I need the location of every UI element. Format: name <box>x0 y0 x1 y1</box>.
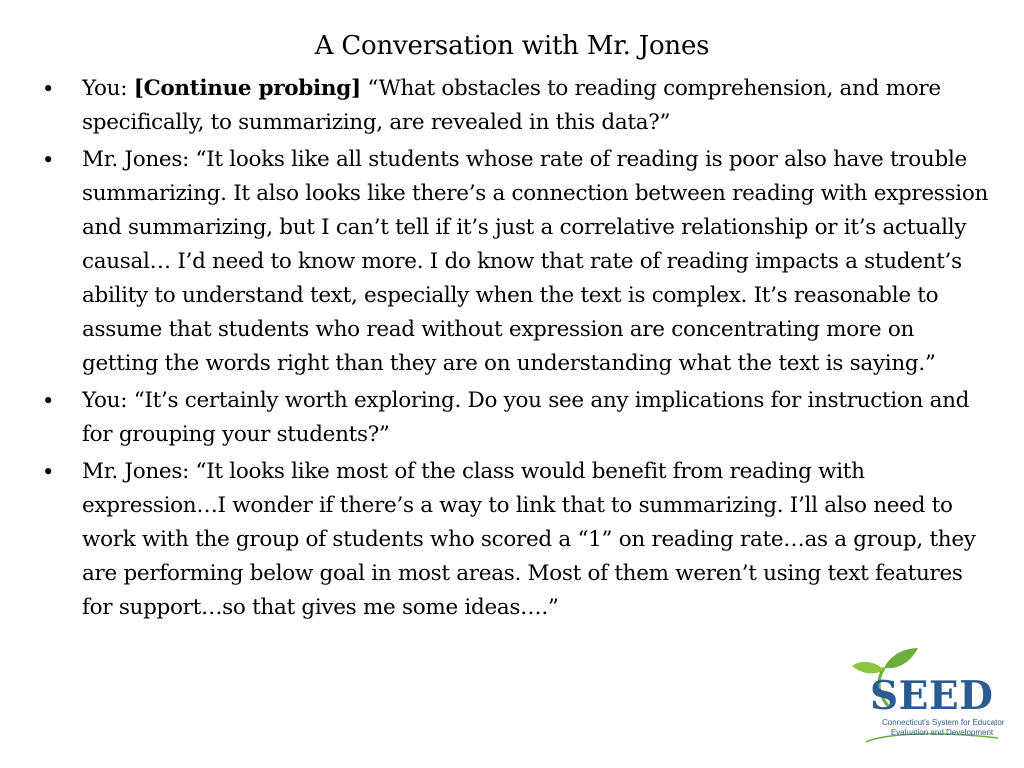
logo-tagline-line2: Evaluation and Development <box>890 728 994 737</box>
speaker-label: You: <box>82 388 134 413</box>
speaker-label: Mr. Jones: <box>82 147 196 172</box>
logo-wordmark: SEED <box>870 673 994 719</box>
bullet-text: “What obstacles to reading comprehension, and more specifically, to summarizing, are revealed in this data?” <box>82 76 941 135</box>
speaker-label: Mr. Jones: <box>82 459 196 484</box>
bullet-dot: • <box>42 148 55 172</box>
bullet-text: “It’s certainly worth exploring. Do you see any implications for instruction and for grouping your students?” <box>82 388 970 447</box>
bullet-dot: • <box>42 389 55 413</box>
logo-tagline <box>882 718 1005 738</box>
bullet-text: “It looks like all students whose rate of reading is poor also have trouble summarizing. It also looks like there’s a connection between reading with expression and summarizing, but I can’t tell if it’s just a correlative relationship or it’s actually causal… I’d need to know more. I do know that rate of reading impacts a student’s ability to understand text, especially when the text is complex. It’s reasonable to assume that students who read without expression are concentrating more on getting the words right than they are on understanding what the text is saying.” <box>82 147 989 376</box>
bullet-dot: • <box>42 77 55 101</box>
bracket-note: [Continue probing] <box>133 76 361 101</box>
bullet-item <box>0 384 1024 452</box>
seed-logo <box>848 646 1008 746</box>
bullet-dot: • <box>42 460 55 484</box>
slide-title: A Conversation with Mr. Jones <box>314 31 710 61</box>
speaker-label: You: <box>82 76 134 101</box>
bullet-item <box>0 143 1024 381</box>
bullet-item <box>0 455 1024 625</box>
bullet-list <box>0 72 1024 628</box>
logo-tagline-line1: Connecticut's System for Educator <box>882 718 1005 727</box>
bullet-item <box>0 72 1024 140</box>
bullet-text: “It looks like most of the class would benefit from reading with expression…I wonder if there’s a way to link that to summarizing. I’ll also need to work with the group of students who scored a “1” on reading rate…as a group, they are performing below goal in most areas. Most of them weren’t using text features for support…so that gives me some ideas….” <box>82 459 976 620</box>
